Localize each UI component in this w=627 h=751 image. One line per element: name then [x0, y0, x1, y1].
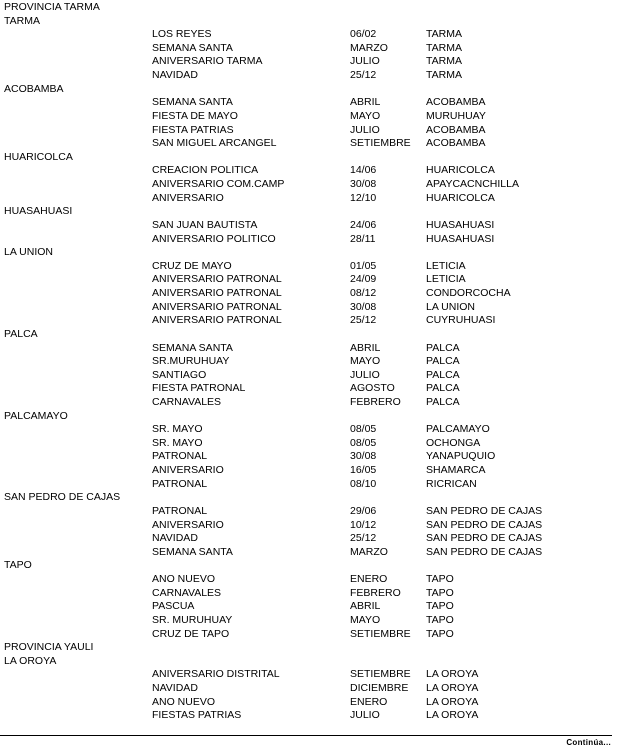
- festival-row: [0, 369, 627, 383]
- festival-place: RICRICAN: [426, 477, 477, 490]
- festival-date: JULIO: [350, 709, 380, 722]
- festival-name: ANIVERSARIO: [152, 191, 224, 204]
- festival-row: [0, 614, 627, 628]
- festival-date: JULIO: [350, 55, 380, 68]
- festival-date: SETIEMBRE: [350, 137, 411, 150]
- festival-row: [0, 42, 627, 56]
- festival-name: CRUZ DE MAYO: [152, 259, 232, 272]
- section-heading-row: [0, 559, 627, 573]
- festival-place: TAPO: [426, 586, 454, 599]
- festival-place: PALCA: [426, 382, 460, 395]
- festival-date: DICIEMBRE: [350, 682, 409, 694]
- festival-row: [0, 219, 627, 233]
- festival-place: HUARICOLCA: [426, 191, 495, 204]
- festival-name: FIESTA PATRIAS: [152, 123, 234, 136]
- festival-name: ANIVERSARIO POLITICO: [152, 232, 276, 245]
- festival-place: SAN PEDRO DE CAJAS: [426, 518, 543, 531]
- festival-place: TARMA: [426, 55, 462, 68]
- festival-date: 24/06: [350, 218, 377, 231]
- festival-row: [0, 355, 627, 369]
- festival-row: [0, 423, 627, 437]
- festival-name: NAVIDAD: [152, 532, 198, 545]
- festival-row: [0, 124, 627, 138]
- festival-date: MARZO: [350, 41, 388, 54]
- festival-row: [0, 192, 627, 206]
- festival-name: ANIVERSARIO PATRONAL: [152, 273, 282, 286]
- festival-date: SETIEMBRE: [350, 627, 411, 640]
- festival-date: 29/06: [350, 504, 377, 517]
- festival-row: [0, 314, 627, 328]
- festival-place: CUYRUHUASI: [426, 314, 496, 327]
- festival-name: NAVIDAD: [152, 682, 198, 694]
- festival-date: MAYO: [350, 613, 381, 626]
- festival-date: MAYO: [350, 355, 381, 368]
- festival-row: [0, 450, 627, 464]
- section-heading-row: [0, 15, 627, 29]
- festival-place: LETICIA: [426, 273, 466, 286]
- festival-row: [0, 28, 627, 42]
- festival-place: TARMA: [426, 69, 462, 82]
- festival-date: 30/08: [350, 178, 377, 191]
- festival-place: TAPO: [426, 600, 454, 613]
- festival-date: JULIO: [350, 123, 380, 136]
- festival-row: [0, 96, 627, 110]
- festival-row: [0, 287, 627, 301]
- festival-row: [0, 532, 627, 546]
- festival-row: [0, 505, 627, 519]
- festival-row: [0, 478, 627, 492]
- festival-place: LA OROYA: [426, 709, 479, 722]
- festival-date: 28/11: [350, 232, 376, 245]
- festival-name: CREACION POLITICA: [152, 164, 259, 177]
- section-heading: LA OROYA: [4, 654, 57, 667]
- festival-date: ABRIL: [350, 96, 381, 109]
- festival-place: ACOBAMBA: [426, 123, 486, 136]
- festival-row: [0, 178, 627, 192]
- festival-row: [0, 696, 627, 710]
- festival-date: 08/05: [350, 436, 377, 449]
- festival-name: PATRONAL: [152, 450, 208, 463]
- festival-date: FEBRERO: [350, 586, 401, 599]
- festival-date: ENERO: [350, 573, 388, 586]
- festival-place: LA OROYA: [426, 682, 479, 694]
- festival-row: [0, 233, 627, 247]
- festival-name: SEMANA SANTA: [152, 41, 233, 54]
- festival-name: PATRONAL: [152, 504, 208, 517]
- festival-row: [0, 164, 627, 178]
- festival-row: [0, 709, 627, 723]
- festival-place: LA OROYA: [426, 668, 479, 681]
- festival-name: PATRONAL: [152, 477, 208, 490]
- festival-place: LA OROYA: [426, 695, 479, 708]
- festival-name: CARNAVALES: [152, 395, 222, 408]
- section-heading-row: [0, 328, 627, 342]
- festival-place: SHAMARCA: [426, 464, 486, 477]
- section-heading-row: [0, 410, 627, 424]
- section-heading: HUARICOLCA: [4, 150, 73, 163]
- festival-name: SR. MAYO: [152, 436, 203, 449]
- festival-name: CARNAVALES: [152, 586, 222, 599]
- festival-date: 16/05: [350, 464, 377, 477]
- festival-date: ABRIL: [350, 341, 381, 354]
- festival-row: [0, 273, 627, 287]
- festival-date: AGOSTO: [350, 382, 395, 395]
- festival-name: ANIVERSARIO: [152, 518, 224, 531]
- festival-date: 12/10: [350, 191, 377, 204]
- festival-date: ENERO: [350, 695, 388, 708]
- section-heading-row: [0, 83, 627, 97]
- festival-row: [0, 682, 627, 696]
- section-heading: SAN PEDRO DE CAJAS: [4, 491, 121, 504]
- festival-place: SAN PEDRO DE CAJAS: [426, 545, 543, 558]
- festival-place: PALCA: [426, 355, 460, 368]
- festival-row: [0, 587, 627, 601]
- festival-name: CRUZ DE TAPO: [152, 627, 230, 640]
- festival-place: TARMA: [426, 28, 462, 41]
- festival-row: [0, 69, 627, 83]
- section-heading-row: [0, 246, 627, 260]
- festival-date: 24/09: [350, 273, 377, 286]
- festival-date: 10/12: [350, 518, 377, 531]
- festival-place: MURUHUAY: [426, 109, 486, 122]
- festival-date: SETIEMBRE: [350, 668, 411, 681]
- festival-date: 25/12: [350, 532, 377, 545]
- festival-row: [0, 55, 627, 69]
- festival-place: YANAPUQUIO: [426, 450, 496, 463]
- festival-row: [0, 573, 627, 587]
- festival-place: SAN PEDRO DE CAJAS: [426, 504, 543, 517]
- section-heading: PALCA: [4, 327, 38, 340]
- section-heading: PROVINCIA YAULI: [4, 641, 94, 654]
- festival-place: APAYCACNCHILLA: [426, 178, 519, 191]
- festival-name: ANIVERSARIO PATRONAL: [152, 314, 282, 327]
- festival-name: PASCUA: [152, 600, 195, 613]
- festival-name: FIESTAS PATRIAS: [152, 709, 242, 722]
- festival-name: ANIVERSARIO PATRONAL: [152, 287, 282, 300]
- festival-date: 30/08: [350, 300, 377, 313]
- festival-row: [0, 110, 627, 124]
- section-heading: PROVINCIA TARMA: [4, 1, 100, 13]
- footer-rule: [0, 735, 612, 736]
- festival-place: PALCA: [426, 395, 460, 408]
- festival-date: 08/12: [350, 287, 377, 300]
- festival-name: ANIVERSARIO: [152, 464, 224, 477]
- festival-place: LA UNION: [426, 300, 476, 313]
- festival-place: OCHONGA: [426, 436, 481, 449]
- festival-place: TARMA: [426, 41, 462, 54]
- festival-name: LOS REYES: [152, 28, 212, 41]
- festival-row: [0, 137, 627, 151]
- section-heading-row: [0, 641, 627, 655]
- festival-place: TAPO: [426, 573, 454, 586]
- festival-name: SEMANA SANTA: [152, 96, 233, 109]
- section-heading: HUASAHUASI: [4, 205, 73, 218]
- festival-name: FIESTA PATRONAL: [152, 382, 246, 395]
- section-heading-row: [0, 1, 627, 15]
- festival-name: SAN MIGUEL ARCANGEL: [152, 137, 277, 150]
- festival-name: NAVIDAD: [152, 69, 198, 82]
- festival-name: SR.MURUHUAY: [152, 355, 230, 368]
- section-heading-row: [0, 655, 627, 669]
- festival-date: 25/12: [350, 69, 377, 82]
- festival-row: [0, 546, 627, 560]
- festival-place: HUASAHUASI: [426, 218, 495, 231]
- festival-row: [0, 396, 627, 410]
- continued-note: Continúa...: [566, 738, 611, 747]
- section-heading: PALCAMAYO: [4, 409, 68, 422]
- festival-place: ACOBAMBA: [426, 96, 486, 109]
- festival-name: SANTIAGO: [152, 368, 207, 381]
- festival-row: [0, 464, 627, 478]
- festival-place: PALCA: [426, 368, 460, 381]
- festival-date: 25/12: [350, 314, 377, 327]
- festival-name: ANO NUEVO: [152, 695, 216, 708]
- festival-row: [0, 301, 627, 315]
- festival-name: SEMANA SANTA: [152, 545, 233, 558]
- festival-name: SAN JUAN BAUTISTA: [152, 218, 258, 231]
- festival-name: ANO NUEVO: [152, 573, 216, 586]
- festival-place: HUARICOLCA: [426, 164, 495, 177]
- festival-date: 08/05: [350, 423, 377, 436]
- festival-place: TAPO: [426, 613, 454, 626]
- festival-date: 06/02: [350, 28, 377, 41]
- festival-date: 08/10: [350, 477, 377, 490]
- festival-place: PALCAMAYO: [426, 423, 490, 436]
- festival-name: SR. MAYO: [152, 423, 203, 436]
- festival-name: ANIVERSARIO DISTRITAL: [152, 668, 280, 681]
- section-heading-row: [0, 151, 627, 165]
- section-heading: LA UNION: [4, 246, 54, 259]
- festival-row: [0, 342, 627, 356]
- festival-date: MAYO: [350, 109, 381, 122]
- festival-row: [0, 600, 627, 614]
- festival-row: [0, 628, 627, 642]
- festival-name: ANIVERSARIO TARMA: [152, 55, 263, 68]
- festival-place: PALCA: [426, 341, 460, 354]
- festival-place: TAPO: [426, 627, 454, 640]
- festival-row: [0, 437, 627, 451]
- festival-row: [0, 382, 627, 396]
- festival-row: [0, 260, 627, 274]
- festival-name: FIESTA DE MAYO: [152, 109, 238, 122]
- festival-row: [0, 668, 627, 682]
- section-heading-row: [0, 491, 627, 505]
- festival-date: ABRIL: [350, 600, 381, 613]
- festival-date: JULIO: [350, 368, 380, 381]
- festival-name: SR. MURUHUAY: [152, 613, 233, 626]
- festival-place: LETICIA: [426, 259, 466, 272]
- section-heading: ACOBAMBA: [4, 82, 64, 95]
- festival-name: ANIVERSARIO COM.CAMP: [152, 178, 285, 191]
- festival-name: ANIVERSARIO PATRONAL: [152, 300, 282, 313]
- section-heading-row: [0, 205, 627, 219]
- section-heading: TAPO: [4, 559, 32, 572]
- festival-date: FEBRERO: [350, 395, 401, 408]
- festival-row: [0, 519, 627, 533]
- festival-place: SAN PEDRO DE CAJAS: [426, 532, 543, 545]
- festival-date: 14/06: [350, 164, 377, 177]
- festival-date: 30/08: [350, 450, 377, 463]
- section-heading: TARMA: [4, 14, 40, 27]
- festival-place: ACOBAMBA: [426, 137, 486, 150]
- festival-date: 01/05: [350, 259, 377, 272]
- festival-place: HUASAHUASI: [426, 232, 495, 245]
- festival-date: MARZO: [350, 545, 388, 558]
- festival-name: SEMANA SANTA: [152, 341, 233, 354]
- festival-place: CONDORCOCHA: [426, 287, 511, 300]
